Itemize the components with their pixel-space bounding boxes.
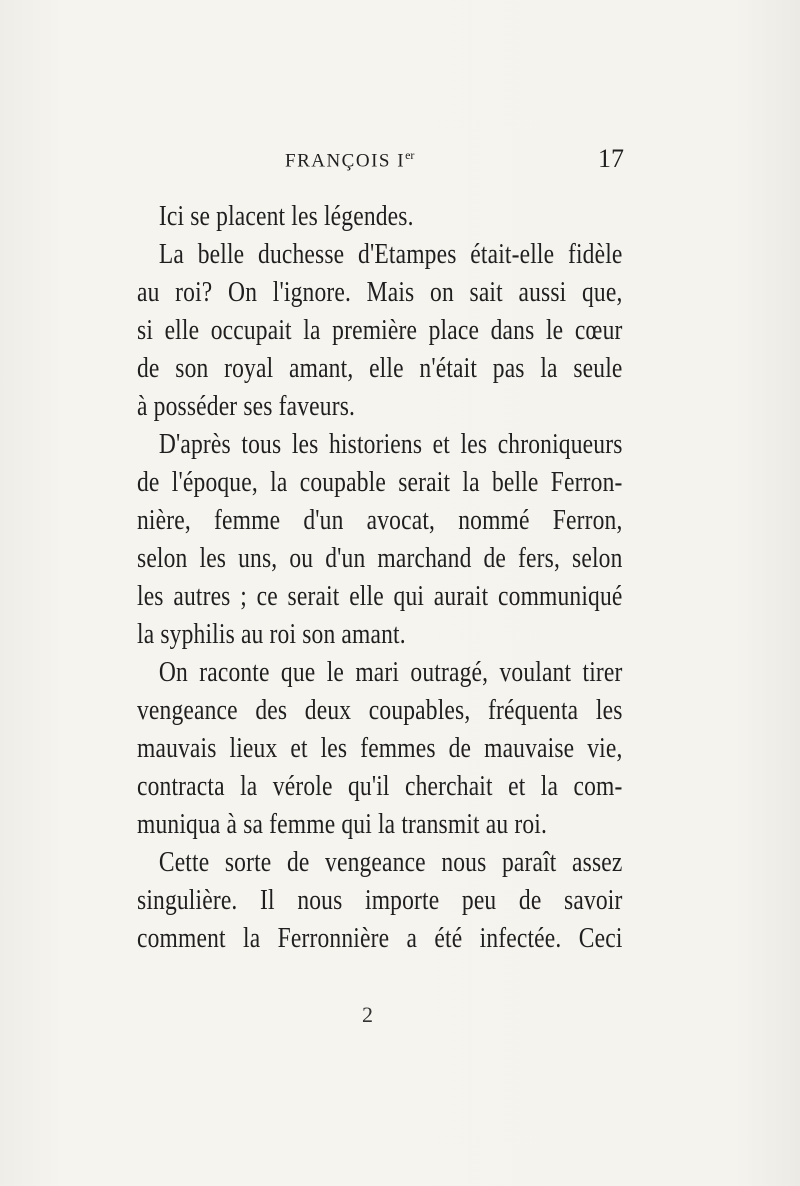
running-title-text: FRANÇOIS I bbox=[285, 150, 406, 172]
text-line: au roi? On l'ignore. Mais on sait aussi que, bbox=[137, 277, 623, 308]
signature-mark: 2 bbox=[362, 1002, 373, 1027]
running-head bbox=[0, 144, 800, 178]
body-text bbox=[137, 198, 623, 958]
text-line: comment la Ferronnière a été infectée. Ceci bbox=[137, 923, 623, 954]
text-line: On raconte que le mari outragé, voulant tirer bbox=[158, 657, 623, 688]
text-line: de l'époque, la coupable serait la belle Ferron- bbox=[137, 467, 623, 498]
text-line: mauvais lieux et les femmes de mauvaise vie, bbox=[137, 733, 623, 764]
page-number: 17 bbox=[598, 144, 624, 173]
text-line: si elle occupait la première place dans le cœur bbox=[137, 315, 623, 346]
text-line: contracta la vérole qu'il cherchait et la com- bbox=[137, 771, 623, 802]
text-line: nière, femme d'un avocat, nommé Ferron, bbox=[137, 505, 623, 536]
text-line: D'après tous les historiens et les chroniqueurs bbox=[158, 429, 623, 460]
text-line: muniqua à sa femme qui la transmit au roi. bbox=[137, 809, 548, 840]
running-title bbox=[285, 148, 414, 172]
running-title-superscript: er bbox=[405, 148, 415, 162]
text-line: vengeance des deux coupables, fréquenta les bbox=[137, 695, 623, 726]
text-line: Cette sorte de vengeance nous paraît assez bbox=[158, 847, 623, 878]
text-line: La belle duchesse d'Etampes était-elle fidèle bbox=[158, 239, 623, 270]
text-line: à posséder ses faveurs. bbox=[137, 391, 356, 422]
text-line: Ici se placent les légendes. bbox=[158, 201, 414, 232]
text-line: singulière. Il nous importe peu de savoir bbox=[137, 885, 623, 916]
text-line: de son royal amant, elle n'était pas la seule bbox=[137, 353, 623, 384]
text-line: la syphilis au roi son amant. bbox=[137, 619, 406, 650]
text-line: les autres ; ce serait elle qui aurait communiqué bbox=[137, 581, 623, 612]
text-line: selon les uns, ou d'un marchand de fers, selon bbox=[137, 543, 623, 574]
